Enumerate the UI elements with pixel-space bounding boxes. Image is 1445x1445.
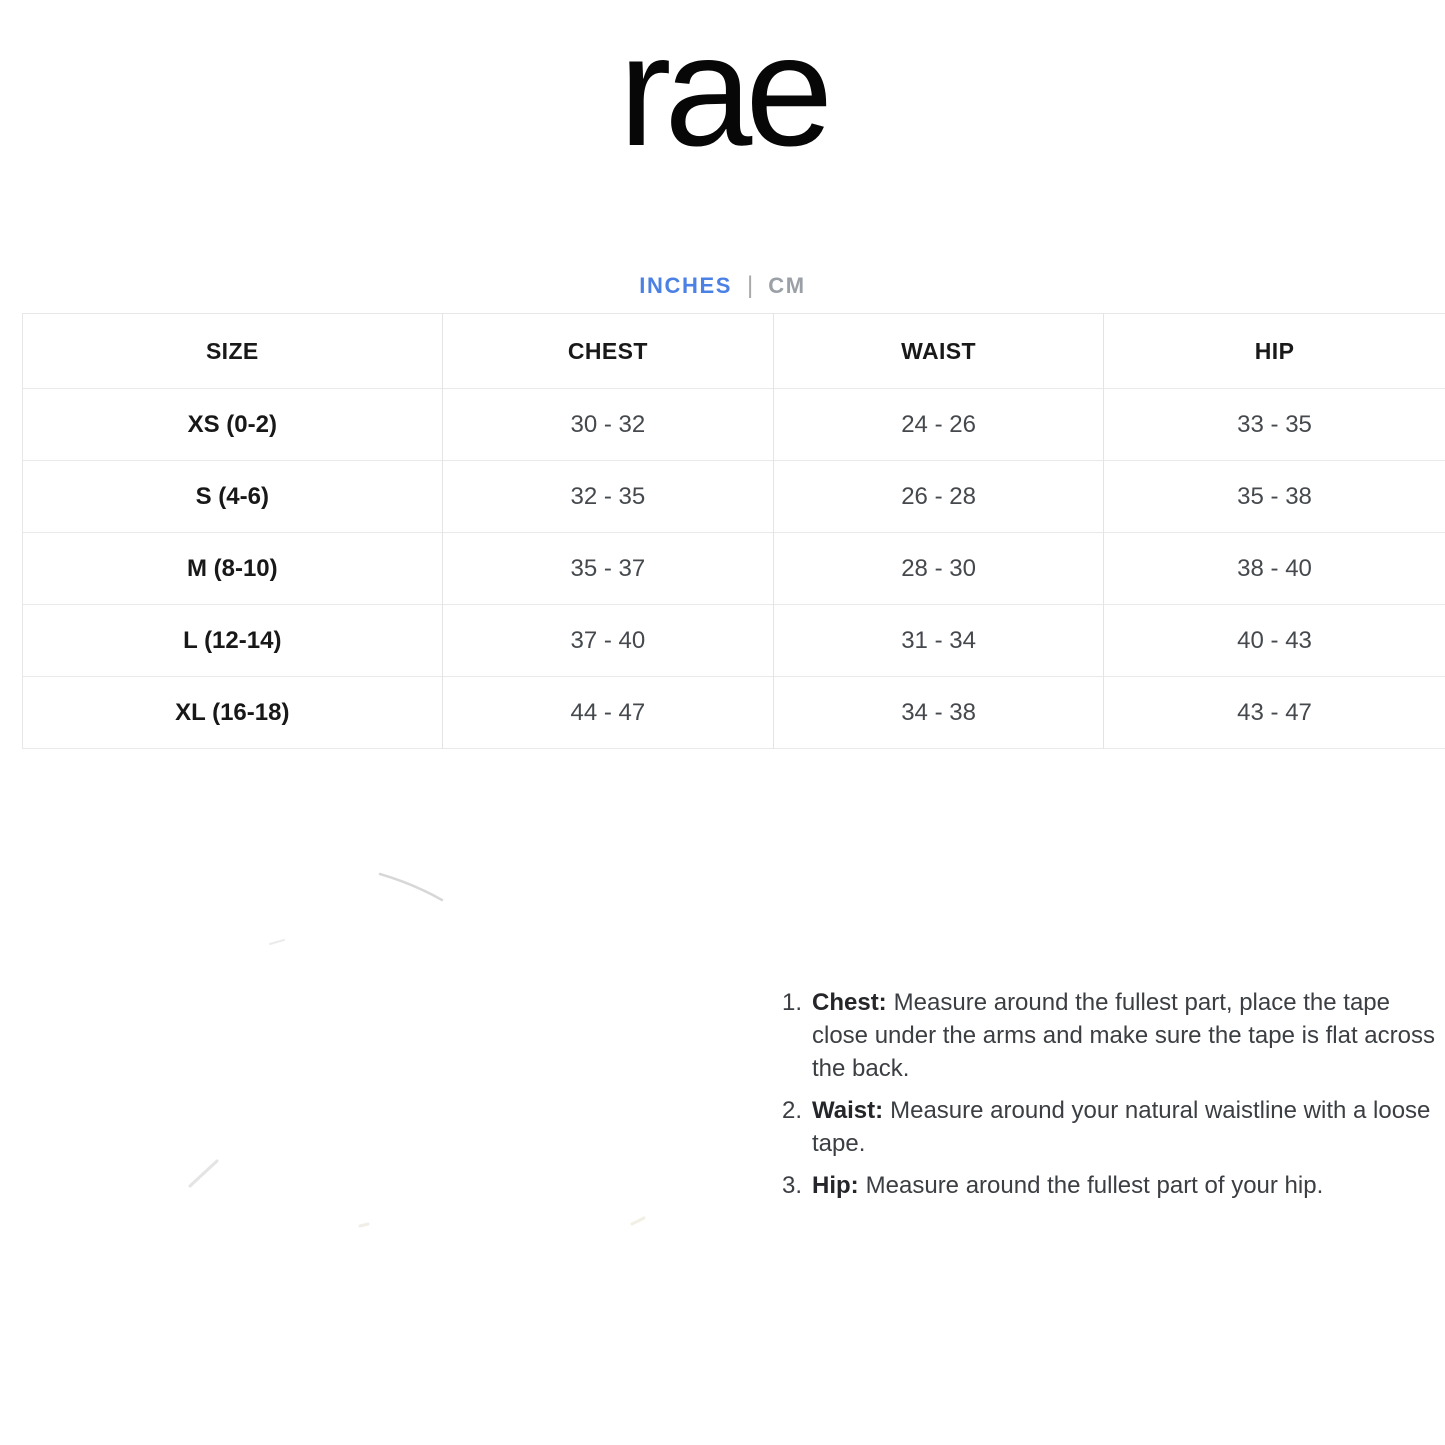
instruction-item-waist <box>782 1094 1436 1160</box>
brand-logo: rae <box>618 3 827 179</box>
cell-waist: 24 - 26 <box>774 389 1104 461</box>
instruction-label: Waist: <box>812 1097 884 1124</box>
cell-hip: 35 - 38 <box>1104 461 1445 533</box>
unit-toggle <box>0 272 1445 300</box>
table-row-xs <box>23 389 1445 461</box>
unit-cm-button[interactable]: CM <box>768 273 806 298</box>
cell-hip: 38 - 40 <box>1104 533 1445 605</box>
cell-waist: 34 - 38 <box>774 677 1104 749</box>
cell-size: S (4-6) <box>195 482 269 510</box>
unit-inches-button[interactable]: INCHES <box>639 273 733 298</box>
cell-waist: 28 - 30 <box>774 533 1104 605</box>
column-header-chest: CHEST <box>442 314 773 389</box>
cell-chest: 35 - 37 <box>442 533 773 605</box>
instruction-body: Measure around the fullest part of your hip. <box>865 1172 1324 1199</box>
size-chart-table <box>22 313 1445 749</box>
instruction-label: Hip: <box>812 1172 859 1199</box>
instruction-number: 1. <box>782 989 803 1016</box>
cell-waist: 31 - 34 <box>774 605 1104 677</box>
column-header-waist: WAIST <box>774 314 1104 389</box>
cell-size: XL (16-18) <box>175 698 290 726</box>
table-row-m <box>23 533 1445 605</box>
instruction-text <box>812 1094 1436 1160</box>
table-row-l <box>23 605 1445 677</box>
instruction-body: Measure around your natural waistline with a loose tape. <box>812 1097 1431 1157</box>
cell-size: M (8-10) <box>186 554 278 582</box>
instruction-number: 2. <box>782 1097 803 1124</box>
instruction-body: Measure around the fullest part, place the tape close under the arms and make sure the tape is flat across the back. <box>812 989 1435 1082</box>
cell-waist: 26 - 28 <box>774 461 1104 533</box>
column-header-size: SIZE <box>205 337 259 364</box>
instruction-text <box>812 986 1436 1085</box>
cell-chest: 30 - 32 <box>442 389 773 461</box>
cell-chest: 32 - 35 <box>442 461 773 533</box>
cell-size: L (12-14) <box>183 626 282 654</box>
unit-toggle-divider: | <box>747 272 754 299</box>
cell-size: XS (0-2) <box>187 410 277 438</box>
table-row-s <box>23 461 1445 533</box>
instruction-text <box>812 1169 1436 1202</box>
cell-hip: 40 - 43 <box>1104 605 1445 677</box>
measurement-instructions <box>782 986 1436 1211</box>
cell-hip: 43 - 47 <box>1104 677 1445 749</box>
cell-chest: 44 - 47 <box>442 677 773 749</box>
table-row-xl <box>23 677 1445 749</box>
instruction-label: Chest: <box>812 989 887 1016</box>
cell-hip: 33 - 35 <box>1104 389 1445 461</box>
cell-chest: 37 - 40 <box>442 605 773 677</box>
instruction-item-chest <box>782 986 1436 1085</box>
instruction-item-hip <box>782 1169 1436 1202</box>
instruction-number: 3. <box>782 1172 803 1199</box>
table-header-row <box>23 314 1445 389</box>
column-header-hip: HIP <box>1104 314 1445 389</box>
